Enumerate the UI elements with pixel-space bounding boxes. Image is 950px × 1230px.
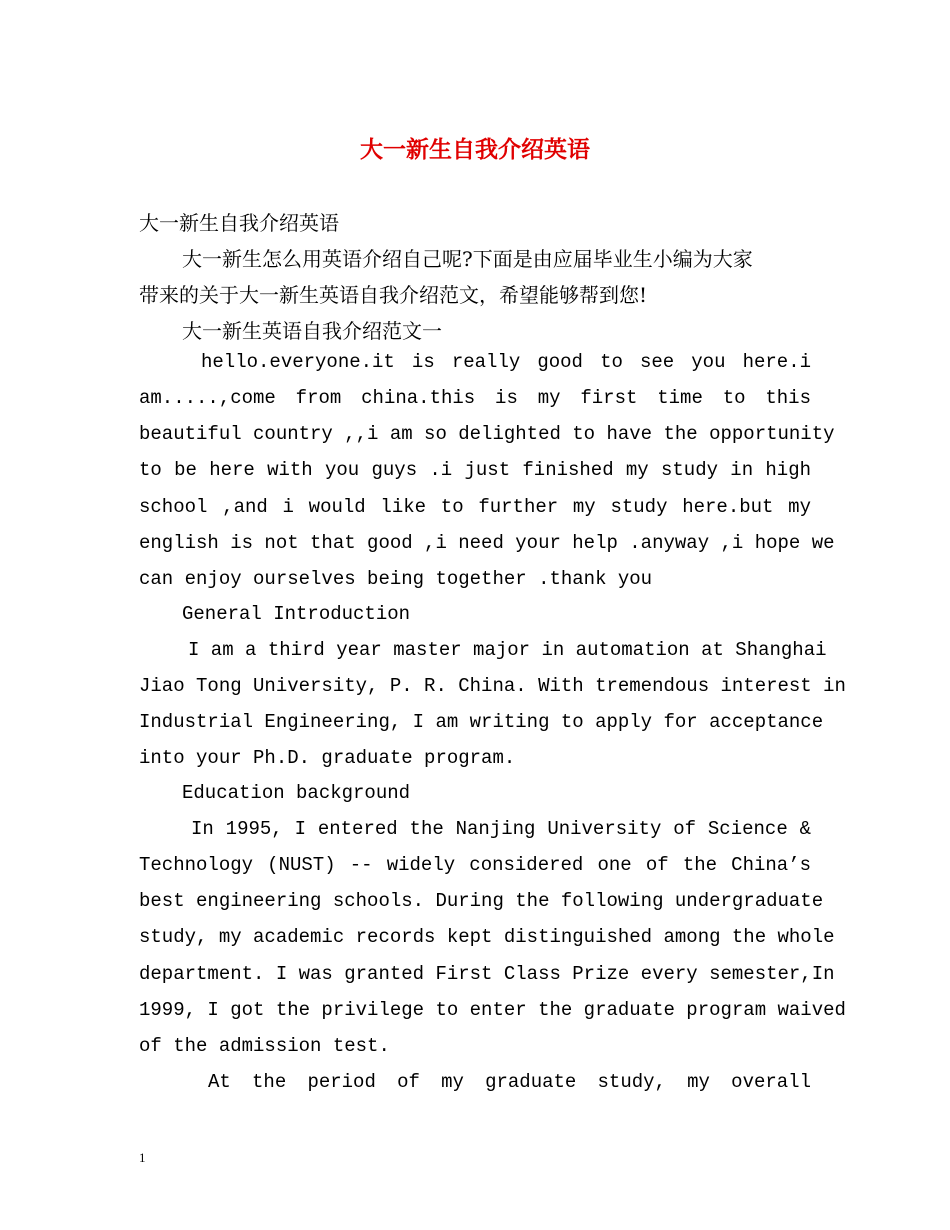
paragraph-line: study, my academic records kept distinguished among the whole — [139, 926, 835, 948]
paragraph-line: hello.everyone.it is really good to see you here.i — [201, 351, 811, 373]
section-heading: Education background — [182, 782, 411, 804]
paragraph-line: into your Ph.D. graduate program. — [139, 747, 516, 769]
paragraph-line: to be here with you guys .i just finished my study in high — [139, 459, 811, 481]
paragraph-line: school ,and i would like to further my study here.but my — [139, 496, 811, 518]
paragraph-line: best engineering schools. During the following undergraduate — [139, 890, 824, 912]
paragraph-line: At the period of my graduate study, my overall — [208, 1071, 811, 1093]
paragraph-line: Jiao Tong University, P. R. China. With tremendous interest in — [139, 675, 846, 697]
paragraph-line: Technology (NUST) -- widely considered one of the China’s — [139, 854, 811, 876]
paragraph-line: am.....,come from china.this is my first time to this — [139, 387, 811, 409]
page-number: 1 — [139, 1150, 146, 1165]
paragraph-line: I am a third year master major in automation at Shanghai — [188, 639, 827, 661]
paragraph-line: can enjoy ourselves being together .thank you — [139, 568, 653, 590]
document-title: 大一新生自我介绍英语 — [360, 136, 590, 163]
paragraph-line: 带来的关于大一新生英语自我介绍范文，希望能够帮到您! — [139, 283, 648, 307]
paragraph-line: of the admission test. — [139, 1035, 390, 1057]
paragraph-line: department. I was granted First Class Prize every semester,In — [139, 963, 835, 985]
section-heading: General Introduction — [182, 603, 411, 625]
paragraph-line: 1999, I got the privilege to enter the graduate program waived — [139, 999, 846, 1021]
heading-line: 大一新生自我介绍英语 — [139, 211, 339, 235]
paragraph-line: beautiful country ,,i am so delighted to have the opportunity — [139, 423, 835, 445]
paragraph-line: In 1995, I entered the Nanjing University of Science & — [191, 818, 811, 840]
paragraph-line: Industrial Engineering, I am writing to apply for acceptance — [139, 711, 824, 733]
subheading-line: 大一新生英语自我介绍范文一 — [182, 319, 442, 343]
paragraph-line: 大一新生怎么用英语介绍自己呢?下面是由应届毕业生小编为大家 — [182, 247, 753, 271]
paragraph-line: english is not that good ,i need your help .anyway ,i hope we — [139, 532, 835, 554]
